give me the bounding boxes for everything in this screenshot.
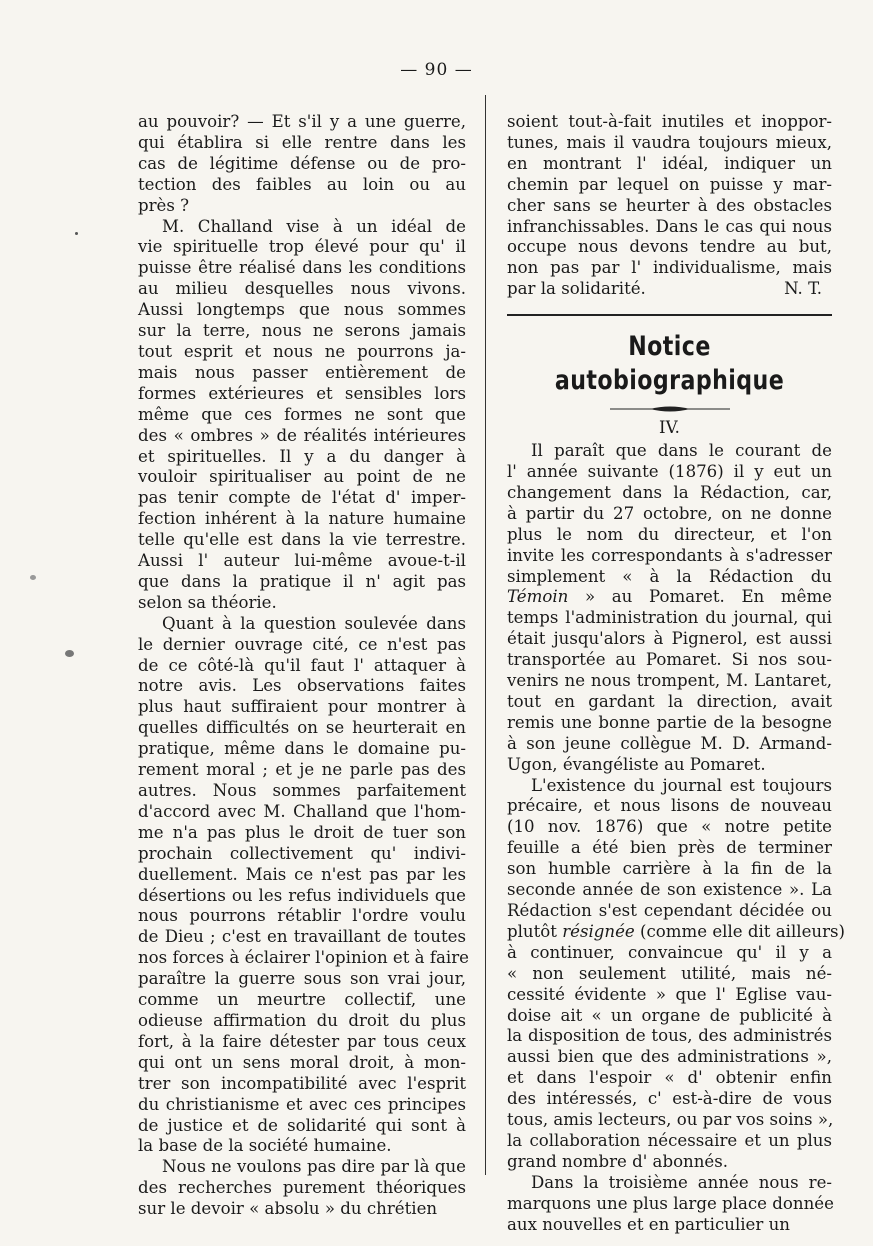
text-line: chemin par lequel on puisse y mar- xyxy=(507,174,832,194)
text-line: comme un meurtre collectif, une xyxy=(138,990,466,1010)
text-line: selon sa théorie. xyxy=(138,592,277,612)
text-line: Nous ne voulons pas dire par là que xyxy=(162,1157,466,1177)
article-body xyxy=(507,441,845,1235)
text-line: telle qu'elle est dans la vie terrestre. xyxy=(138,530,466,550)
text-line: son humble carrière à la fin de la xyxy=(507,859,832,879)
text-line: tunes, mais il vaudra toujours mieux, xyxy=(507,132,832,152)
text-line: transportée au Pomaret. Si nos sou- xyxy=(507,650,832,670)
text-line: Aussi longtemps que nous sommes xyxy=(138,300,466,320)
text-line: Rédaction s'est cependant décidée ou xyxy=(507,901,832,920)
text-line: (10 nov. 1876) que « notre petite xyxy=(507,817,832,837)
section-heading: Notice autobiographique xyxy=(554,331,785,397)
text-line: au pouvoir? — Et s'il y a une guerre, xyxy=(138,112,466,131)
text-line: me n'a pas plus le droit de tuer son xyxy=(138,822,466,842)
text-line: à partir du 27 octobre, on ne donne xyxy=(507,503,832,523)
text-line: tection des faibles au loin ou au xyxy=(138,174,466,194)
text-line: au milieu desquelles nous vivons. xyxy=(138,279,466,299)
italic-text: Témoin xyxy=(507,587,569,607)
paragraph xyxy=(507,775,845,1173)
text-line: autres. Nous sommes parfaitement xyxy=(138,781,466,800)
text-line: remis une bonne partie de la besogne xyxy=(507,712,832,732)
text-line: et dans l'espoir « d' obtenir enfin xyxy=(507,1068,832,1088)
text-line: nous pourrons rétablir l'ordre voulu xyxy=(138,906,466,926)
text-line: en montrant l' idéal, indiquer un xyxy=(507,153,832,173)
text-line: la disposition de tous, des administrés xyxy=(507,1026,832,1046)
text-line: paraître la guerre sous son vrai jour, xyxy=(138,969,466,989)
text-line: précaire, et nous lisons de nouveau xyxy=(507,796,832,816)
text-line: doise ait « un organe de publicité à xyxy=(507,1005,832,1025)
text-line: près ? xyxy=(138,195,190,215)
text-line: même que ces formes ne sont que xyxy=(138,404,466,424)
text-line: des « ombres » de réalités intérieures xyxy=(138,425,466,445)
text-line: la collaboration nécessaire et un plus xyxy=(507,1130,832,1150)
text-line: aussi bien que des administrations », xyxy=(507,1047,832,1067)
text-line: plus le nom du directeur, et l'on xyxy=(507,524,832,544)
text-line: tout esprit et nous ne pourrons ja- xyxy=(138,341,466,361)
text-line: Ugon, évangéliste au Pomaret. xyxy=(507,754,766,774)
text-line: qui établira si elle rentre dans les xyxy=(138,132,466,152)
text-line: d'accord avec M. Challand que l'hom- xyxy=(138,801,466,821)
text-line: Dans la troisième année nous re- xyxy=(531,1172,832,1192)
text-line: aux nouvelles et en particulier un xyxy=(507,1214,790,1234)
paragraph xyxy=(138,613,469,1158)
text-line: sur la terre, nous ne serons jamais xyxy=(138,321,466,341)
heading-rule xyxy=(507,314,832,316)
right-column xyxy=(507,112,845,1236)
text-line: soient tout-à-fait inutiles et inoppor- xyxy=(507,112,832,131)
text-line: rement moral ; et je ne parle pas des xyxy=(138,760,466,780)
text-line: L'existence du journal est toujours xyxy=(531,775,832,795)
text-line: venirs ne nous trompent, M. Lantaret, xyxy=(507,671,832,691)
text-fragment: (comme elle dit ailleurs) xyxy=(634,921,845,941)
text-line: à continuer, convaincue qu' il y a xyxy=(507,942,832,962)
text-fragment: » au Pomaret. En même xyxy=(568,587,832,607)
text-line: seconde année de son existence ». La xyxy=(507,880,832,900)
text-line: prochain collectivement qu' indivi- xyxy=(138,843,466,863)
text-line: notre avis. Les observations faites xyxy=(138,676,466,696)
text-line: feuille a été bien près de terminer xyxy=(507,838,832,858)
text-line: de justice et de solidarité qui sont à xyxy=(138,1115,466,1135)
text-line: tous, amis lecteurs, ou par vos soins », xyxy=(507,1110,834,1130)
text-line: que dans la pratique il n' agit pas xyxy=(138,571,466,591)
text-line: odieuse affirmation du droit du plus xyxy=(138,1010,466,1030)
text-line: infranchissables. Dans le cas qui nous xyxy=(507,216,832,236)
paragraph xyxy=(138,217,466,614)
ornament-divider xyxy=(610,404,730,414)
text-fragment: plutôt xyxy=(507,921,563,941)
text-line: Quant à la question soulevée dans xyxy=(162,613,466,633)
text-line: nos forces à éclairer l'opinion et à faire xyxy=(138,948,469,968)
text-line: sur le devoir « absolu » du chrétien xyxy=(138,1199,438,1219)
text-line: fort, à la faire détester par tous ceux xyxy=(138,1031,466,1051)
text-line xyxy=(507,921,845,943)
paper-speck xyxy=(75,232,78,235)
text-line: Aussi l' auteur lui-même avoue-t-il xyxy=(138,551,466,571)
text-line: le dernier ouvrage cité, ce n'est pas xyxy=(138,634,466,654)
text-line: pas tenir compte de l'état d' imper- xyxy=(138,488,466,508)
text-line: invite les correspondants à s'adresser xyxy=(507,545,832,565)
paragraph xyxy=(507,441,832,776)
text-line: cas de légitime défense ou de pro- xyxy=(138,153,466,173)
text-line: l' année suivante (1876) il y eut un xyxy=(507,461,832,481)
italic-text: résignée xyxy=(562,921,635,941)
paragraph xyxy=(507,1173,832,1236)
text-line: trer son incompatibilité avec l'esprit xyxy=(138,1073,466,1093)
text-line: changement dans la Rédaction, car, xyxy=(507,482,832,502)
column-divider xyxy=(485,95,486,1175)
closing-paragraph xyxy=(507,112,832,300)
paper-speck xyxy=(30,575,36,580)
text-line: et spirituelles. Il y a du danger à xyxy=(138,446,466,466)
last-line-text: par la solidarité. xyxy=(507,279,646,299)
text-line: du christianisme et avec ces principes xyxy=(138,1094,466,1114)
author-signature: N. T. xyxy=(784,279,822,299)
text-line: cher sans se heurter à des obstacles xyxy=(507,195,832,215)
signoff-line xyxy=(507,279,832,300)
text-line: formes extérieures et sensibles lors xyxy=(138,383,466,403)
text-line: pratique, même dans le domaine pu- xyxy=(138,739,466,759)
text-line: grand nombre d' abonnés. xyxy=(507,1151,729,1171)
text-line: était jusqu'alors à Pignerol, est aussi xyxy=(507,629,832,649)
text-line: vie spirituelle trop élevé pour qu' il xyxy=(138,237,466,257)
page-number: — 90 — xyxy=(400,60,473,80)
section-number: IV. xyxy=(659,418,680,438)
text-line: simplement « à la Rédaction du xyxy=(507,566,832,586)
text-line: mais nous passer entièrement de xyxy=(138,362,466,382)
text-line: Il paraît que dans le courant de xyxy=(531,441,832,461)
text-line: puisse être réalisé dans les conditions xyxy=(138,258,466,278)
text-line: cessité évidente » que l' Eglise vau- xyxy=(507,984,832,1004)
text-line: tout en gardant la direction, avait xyxy=(507,691,832,711)
text-line: des recherches purement théoriques xyxy=(138,1178,466,1198)
text-line: duellement. Mais ce n'est pas par les xyxy=(138,864,466,884)
text-line: non pas par l' individualisme, mais xyxy=(507,258,832,278)
paragraph xyxy=(138,112,466,217)
left-column xyxy=(138,112,469,1220)
text-line: vouloir spiritualiser au point de ne xyxy=(138,467,466,487)
paragraph xyxy=(138,1157,466,1220)
text-line: fection inhérent à la nature humaine xyxy=(138,509,466,529)
text-line: quelles difficultés on se heurterait en xyxy=(138,718,466,738)
text-line: M. Challand vise à un idéal de xyxy=(162,216,466,236)
text-line: désertions ou les refus individuels que xyxy=(138,885,466,905)
text-line: plus haut suffiraient pour montrer à xyxy=(138,697,466,717)
text-line: temps l'administration du journal, qui xyxy=(507,608,832,628)
text-line: de Dieu ; c'est en travaillant de toutes xyxy=(138,927,466,947)
text-line: marquons une plus large place donnée xyxy=(507,1193,834,1213)
text-line: de ce côté-là qu'il faut l' attaquer à xyxy=(138,655,466,675)
text-line: à son jeune collègue M. D. Armand- xyxy=(507,733,832,753)
text-line xyxy=(507,587,832,608)
text-line: qui ont un sens moral droit, à mon- xyxy=(138,1052,466,1072)
text-line: occupe nous devons tendre au but, xyxy=(507,237,832,257)
text-line: des intéressés, c' est-à-dire de vous xyxy=(507,1089,832,1109)
text-line: « non seulement utilité, mais né- xyxy=(507,963,832,983)
paper-speck xyxy=(65,650,74,657)
text-line: la base de la société humaine. xyxy=(138,1136,392,1156)
paragraph xyxy=(507,112,832,300)
